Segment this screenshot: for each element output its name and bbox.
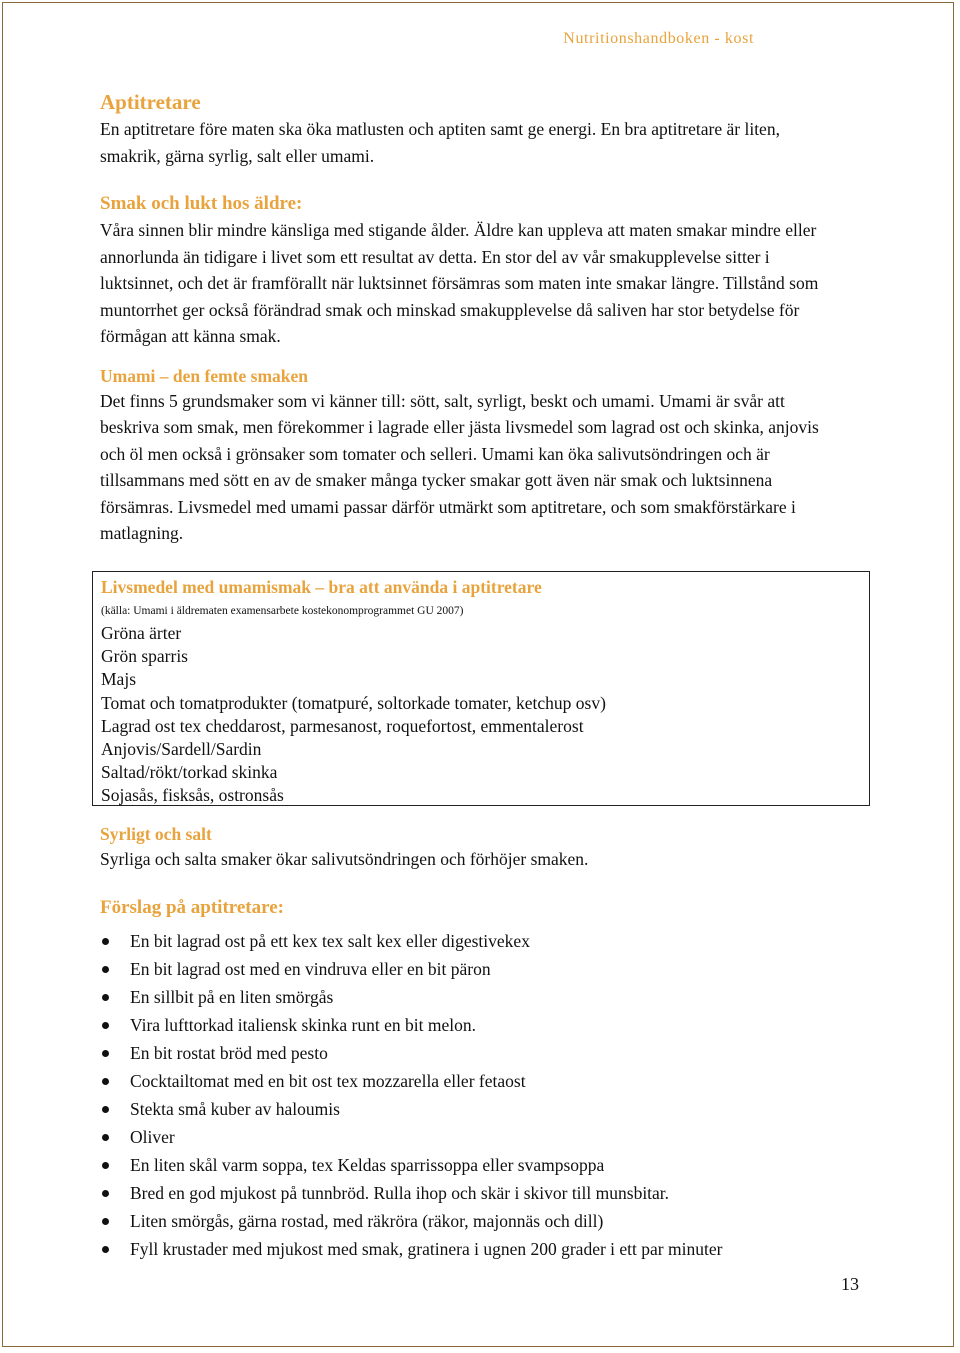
list-item: En bit lagrad ost med en vindruva eller en bit päron [100,955,845,983]
box-item: Gröna ärter [101,623,182,643]
bullet-icon [102,1190,109,1197]
bullet-icon [102,938,109,945]
list-item: Bred en god mjukost på tunnbröd. Rulla ihop och skär i skivor till munsbitar. [100,1179,845,1207]
list-item: En bit lagrad ost på ett kex tex salt kex eller digestivekex [100,927,845,955]
suggestion-list [100,927,845,1263]
list-item: En sillbit på en liten smörgås [100,983,845,1011]
box-heading: Livsmedel med umamismak – bra att använda i aptitretare [101,577,542,597]
bullet-icon [102,1246,109,1253]
list-item: En liten skål varm soppa, tex Keldas sparrissoppa eller svampsoppa [100,1151,845,1179]
heading-smak-och-lukt: Smak och lukt hos äldre: [100,193,303,214]
document-body [100,88,845,547]
heading-umami: Umami – den femte smaken [100,365,309,386]
bullet-icon [102,1218,109,1225]
box-item: Sojasås, fisksås, ostronsås [101,785,284,806]
paragraph-smak-och-lukt: Våra sinnen blir mindre känsliga med stigande ålder. Äldre kan uppleva att maten smakar mindre eller annorlunda än tidigare i livet som ett resultat av detta. En stor del av vår smakupplevelse sitter i luktsinnet, och det är framförallt när luktsinnet försämras som maten inte smakar längre. Tillstånd som muntorrhet ger också förändrad smak och minskad smakupplevelse då saliven har stor betydelse för förmågan att känna smak. [100,220,819,346]
box-source: (källa: Umami i äldrematen examensarbete kostekonomprogrammet GU 2007) [101,605,464,617]
bullet-icon [102,1162,109,1169]
box-item: Anjovis/Sardell/Sardin [101,739,262,760]
list-item: En bit rostat bröd med pesto [100,1039,845,1067]
document-body-lower [100,822,845,1263]
paragraph-aptitretare: En aptitretare före maten ska öka matlusten och aptiten samt ge energi. En bra aptitretare är liten, smakrik, gärna syrlig, salt eller umami. [100,119,780,166]
box-item: Saltad/rökt/torkad skinka [101,762,278,783]
heading-forslag: Förslag på aptitretare: [100,896,284,918]
heading-syrligt-och-salt: Syrligt och salt [100,824,212,844]
paragraph-syrligt-och-salt: Syrliga och salta smaker ökar salivutsöndringen och förhöjer smaken. [100,849,589,869]
bullet-icon [102,1022,109,1029]
bullet-icon [102,1050,109,1057]
list-item: Oliver [100,1123,845,1151]
box-item: Lagrad ost tex cheddarost, parmesanost, roquefortost, emmentalerost [101,715,584,736]
heading-aptitretare: Aptitretare [100,90,201,114]
list-item: Fyll krustader med mjukost med smak, gratinera i ugnen 200 grader i ett par minuter [100,1235,845,1263]
running-header: Nutritionshandboken - kost [563,30,754,47]
list-item: Cocktailtomat med en bit ost tex mozzarella eller fetaost [100,1067,845,1095]
umami-food-box [92,571,870,806]
bullet-icon [102,994,109,1001]
list-item: Stekta små kuber av haloumis [100,1095,845,1123]
bullet-icon [102,1134,109,1141]
box-item: Majs [101,669,136,690]
bullet-icon [102,1078,109,1085]
paragraph-umami: Det finns 5 grundsmaker som vi känner till: sött, salt, syrligt, beskt och umami. Umami är svår att beskriva som smak, men förekommer i lagrade eller jästa livsmedel som lagrad ost och skinka, anjovis och öl men också i grönsaker som tomater och selleri. Umami kan öka salivutsöndringen och är tillsammans med sött en av de smaker många tycker smakar gott även när smak och luktsinnena försämras. Livsmedel med umami passar därför utmärkt som aptitretare, och som smakförstärkare i matlagning. [100,390,819,543]
list-item: Liten smörgås, gärna rostad, med räkröra (räkor, majonnäs och dill) [100,1207,845,1235]
list-item: Vira lufttorkad italiensk skinka runt en bit melon. [100,1011,845,1039]
bullet-icon [102,1106,109,1113]
box-item: Grön sparris [101,646,188,667]
box-item: Tomat och tomatprodukter (tomatpuré, soltorkade tomater, ketchup osv) [101,692,606,713]
page-number: 13 [841,1274,859,1294]
bullet-icon [102,966,109,973]
